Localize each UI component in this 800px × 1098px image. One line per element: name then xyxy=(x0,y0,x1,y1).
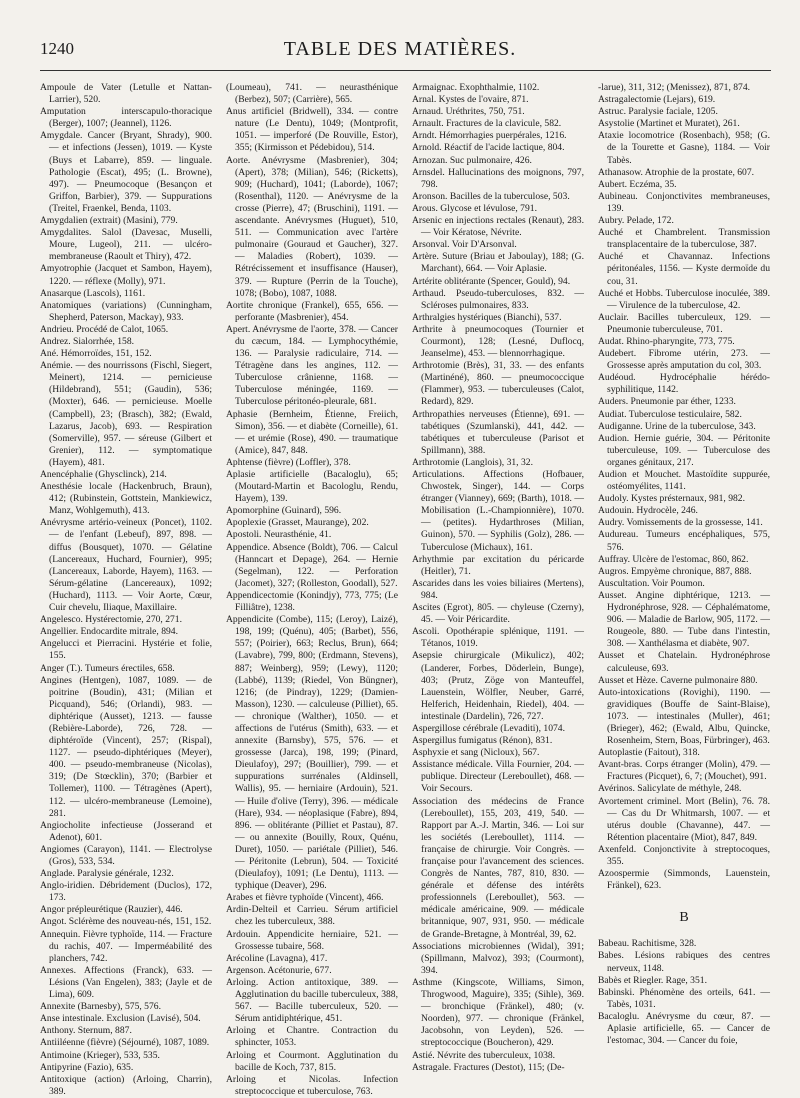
index-entry: Aplasie artificielle (Bacaloglu), 65; (Moutard-Martin et Bacologlu, Rendu, Hayem), 139. xyxy=(226,469,398,505)
index-entry: Audry. Vomissements de la grossesse, 141. xyxy=(598,517,763,529)
index-entry: Auto-intoxications (Rovighi), 1190. — gravidiques (Bouffe de Saint-Blaise), 1073. — intestinales (Muller), 461; (Brieger), 462; (Ewald, Albu, Quincke, Rosenheim, Stern, Boas, Fürbringer), 463. xyxy=(598,686,770,747)
index-entry: Angiocholite infectieuse (Josserand et Adenot), 601. xyxy=(40,819,212,843)
index-entry: Auscultation. Voir Poumon. xyxy=(598,577,705,589)
index-entry: Ausset. Angine diphtérique, 1213. — Hydronéphrose, 928. — Céphalématome, 906. — Maladie de Barlow, 905, 1172. — Rougeole, 880. — Tube dans l'intestin, 308. — Xanthélasma et diabète, 907. xyxy=(598,589,770,650)
index-entry: Antipyrine (Fazio), 635. xyxy=(40,1061,134,1073)
index-entry: Anglo-iridien. Débridement (Duclos), 172, 173. xyxy=(40,880,212,904)
index-entry: Auders. Pneumonie par éther, 1233. xyxy=(598,396,736,408)
index-entry: Arnal. Kystes de l'ovaire, 871. xyxy=(412,94,529,106)
index-entry: Antiiléenne (fièvre) (Séjourné), 1087, 1089. xyxy=(40,1037,210,1049)
index-entry: Artère. Suture (Briau et Jaboulay), 188; (G. Marchant), 664. — Voir Aplasie. xyxy=(412,251,584,275)
index-entry: Ascarides dans les voies biliaires (Mertens), 984. xyxy=(412,577,584,601)
index-entry: Articulations. Affections (Hofbauer, Chwostek, Singer), 144. — Corps étranger (Vianney), 669; (Barth), 1018. — Mobilisation (L.-Championnière), 1070. — (petites). Hydarthroses (Milian, Guinon), 570. — Syphilis (Golz), 286. — Tuberculose (Michaux), 161. xyxy=(412,469,584,553)
index-entry: Babès et Riegler. Rage, 351. xyxy=(598,974,707,986)
index-entry: Ausset et Chatelain. Hydronéphrose calculeuse, 693. xyxy=(598,650,770,674)
index-entry: Aphasie (Bernheim, Étienne, Freiich, Simon), 356. — et diabète (Corneille), 61. — et urémie (Rose), 490. — traumatique (Amice), 847, 848. xyxy=(226,408,398,456)
index-entry: Aspergillose cérébrale (Levaditi), 1074. xyxy=(412,722,565,734)
index-entry: Babeau. Rachitisme, 328. xyxy=(598,938,697,950)
index-entry: Ascites (Egrot), 805. — chyleuse (Czerny), 45. — Voir Péricardite. xyxy=(412,602,584,626)
index-entry: Aronson. Bacilles de la tuberculose, 503. xyxy=(412,190,570,202)
index-entry: Ardin-Delteil et Carrieu. Sérum artificiel chez les tuberculeux, 388. xyxy=(226,904,398,928)
index-entry: Anesthésie locale (Hackenbruch, Braun), 412; (Rubinstein, Gottstein, Mankiewicz, Manz, Wohlgemuth), 413. xyxy=(40,481,212,517)
index-column-3 xyxy=(412,82,584,1074)
index-entry: Avérinos. Salicylate de méthyle, 248. xyxy=(598,783,742,795)
index-entry: Assistance médicale. Villa Fournier, 204. — publique. Directeur (Lereboullet), 468. — Voir Secours. xyxy=(412,759,584,795)
index-entry: Association des médecins de France (Lereboullet), 155, 203, 419, 540. — Rapport par A.-J. Martin, 346. — Loi sur les sociétés (Lereboullet), 1114. — française de chirurgie. Voir Congrès. — française pour l'avancement des sciences. Congrès de Nantes, 787, 810, 830. — générale et défense des intérêts professionnels (Lereboullet), 563. — médicale américaine, 909. — médicale britannique, 907, 931, 950. — médicale de Grande-Bretagne, à Montréal, 39, 62. xyxy=(412,795,584,940)
index-entry: Angelesco. Hystérectomie, 270, 271. xyxy=(40,614,183,626)
index-entry: Apert. Anévrysme de l'aorte, 378. — Cancer du cæcum, 184. — Lymphocythémie, 136. — Paralysie radiculaire, 714. — Tétragène dans les angines, 112. — Tuberculose crânienne, 1168. — Tuberculose méningée, 1169. — Tuberculose péritonéo-pleurale, 681. xyxy=(226,323,398,408)
index-entry: Astié. Névrite des tuberculeux, 1038. xyxy=(412,1049,556,1061)
index-entry: Apomorphine (Guinard), 596. xyxy=(226,505,342,517)
index-entry: Audiat. Tuberculose testiculaire, 582. xyxy=(598,408,742,420)
index-entry: Annexes. Affections (Franck), 633. — Lésions (Van Engelen), 383; (Jayle et de Lima), 609. xyxy=(40,964,212,1001)
index-entry: Anglade. Paralysie générale, 1232. xyxy=(40,868,174,880)
index-entry: Aspergillus fumigatus (Rénon), 831. xyxy=(412,735,553,747)
index-column-1 xyxy=(40,82,212,1098)
index-entry: Auché et Chavannaz. Infections péritonéales, 1156. — Kyste dermoïde du cou, 31. xyxy=(598,251,770,287)
index-entry: Arthralgies hystériques (Bianchi), 537. xyxy=(412,311,562,323)
index-entry: Appendicectomie (Konindjy), 773, 775; (Le Filliâtre), 1238. xyxy=(226,589,398,614)
index-entry: Ardouin. Appendicite herniaire, 521. — Grossesse tubaire, 568. xyxy=(226,928,398,952)
index-entry: Armaignac. Exophthalmie, 1102. xyxy=(412,82,540,93)
index-entry: (Loumeau), 741. — neurasthénique (Berbez), 507; (Carrière), 565. xyxy=(226,82,398,106)
index-entry: Anger (T.). Tumeurs érectiles, 658. xyxy=(40,662,175,674)
index-entry: Arsenic en injections rectales (Renaut), 283. — Voir Kératose, Névrite. xyxy=(412,215,584,239)
index-entry: Appendicite (Combe), 115; (Leroy), Laizé), 198, 199; (Quénu), 405; (Barbet), 556, 557; (Poirier), 663; Reclus, Brun), 664; (Lavabre), 799, 800; (Erdmann, Stevens), 887; Weinberg), 959; (Lewy), 1120; (Labbé), 1139; (Riedel, Von Büngner), 1216; (de Pindray), 1229; (Damien-Masson), 1230. — calculeuse (Pilliet), 65. — chronique (Walther), 1050. — et affections de l'utérus (Smith), 633. — et annexite (Barnsby), 575, 576. — et grossesse (Jarca), 198, 199; (Pinard, Dieulafoy), 297; (Bouillier), 799. — et suppurations surrénales (Aldinsell, Wallis), 95. — herniaire (Ardouin), 521. — Huile d'olive (Terry), 396. — médicale (Hare), 934. — néoplasique (Fabre), 894, 896. — oblitérante (Pilliet et Pastau), 87. — ou annexite (Bouilly, Roux, Quénu, Duret), 1050. — pariétale (Pilliet), 546. — Péritonite (Lebrun), 504. — Toxicité (Dieulafoy), 1091; (Le Dentu), 1113. — typhique (Deaver), 296. xyxy=(226,614,398,892)
index-entry: Amygdalien (extrait) (Masini), 779. xyxy=(40,215,178,227)
index-entry: Athanasow. Atrophie de la prostate, 607. xyxy=(598,166,755,178)
index-entry: Arloing et Courmont. Agglutination du bacille de Koch, 737, 815. xyxy=(226,1049,398,1073)
column-4-entries xyxy=(598,82,770,892)
index-entry: Arndt. Hémorrhagies puerpérales, 1216. xyxy=(412,130,567,142)
index-column-4 xyxy=(598,82,770,1047)
index-entry: Angelucci et Pierracini. Hystérie et folie, 155. xyxy=(40,638,212,662)
index-entry: Antitoxique (action) (Arloing, Charrin), 389. xyxy=(40,1073,212,1097)
index-entry: -larue), 311, 312; (Menissez), 871, 874. xyxy=(598,82,751,93)
index-entry: Axenfeld. Conjonctivite à streptocoques, 355. xyxy=(598,843,770,867)
index-entry: Arthrotomie (Brès), 31, 33. — des enfants (Martinéné), 860. — pneumococcique (Flammer), 953. — tuberculeuses (Calot, Redard), 829. xyxy=(412,360,584,408)
index-entry: Auclair. Bacilles tuberculeux, 129. — Pneumonie tuberculeuse, 701. xyxy=(598,311,770,335)
index-entry: Apoplexie (Grasset, Maurange), 202. xyxy=(226,517,369,529)
index-entry: Arous. Glycose et lévulose, 791. xyxy=(412,202,537,214)
index-entry: Ampoule de Vater (Letulle et Nattan-Larrier), 520. xyxy=(40,82,212,106)
index-entry: Amygdalites. Salol (Daveзac, Muselli, Moure, Lugeol), 211. — ulcéro-membraneuse (Raoult et Thiry), 472. xyxy=(40,227,212,263)
index-entry: Arécoline (Lavagna), 417. xyxy=(226,952,328,964)
index-entry: Angot. Sclérème des nouveau-nés, 151, 152. xyxy=(40,916,212,928)
index-entry: Arthrotomie (Langlois), 31, 32. xyxy=(412,456,533,468)
index-entry: Azoospermie (Simmonds, Lauenstein, Fränkel), 623. xyxy=(598,868,770,892)
section-b-entries xyxy=(598,938,770,1047)
index-entry: Aubry. Pelade, 172. xyxy=(598,215,674,227)
page-number: 1240 xyxy=(40,39,74,58)
index-entry: Ausset et Hèze. Caverne pulmonaire 880. xyxy=(598,674,758,686)
index-entry: Antimoine (Krieger), 533, 535. xyxy=(40,1049,160,1061)
index-entry: Arnaud. Uréthrites, 750, 751. xyxy=(412,106,525,118)
index-entry: Angines (Hentgen), 1087, 1089. — de poitrine (Boudin), 431; (Milian et Picquand), 546; (Orlandi), 983. — diphtérique (Ausset), 1213. — fausse (Rebière-Laborde), 726, 728. — diphtéroïde (Vincent), 257; (Rispal), 1127. — pseudo-diphtériques (Meyer), 400. — pseudo-membraneuse (Nicolas), 319; (De Stœcklin), 370; (Barbier et Tollemer), 1100. — Tétragènes (Apert), 112. — ulcéro-membraneuse (Lemoine), 281. xyxy=(40,674,212,819)
index-entry: Audat. Rhino-pharyngite, 773, 775. xyxy=(598,335,735,347)
index-entry: Arthaud. Pseudo-tuberculoses, 832. — Scléroses pulmonaires, 833. xyxy=(412,287,584,311)
index-entry: Arabes et fièvre typhoïde (Vincent), 466. xyxy=(226,892,384,904)
index-entry: Anencéphalie (Ghysclinck), 214. xyxy=(40,469,167,480)
index-entry: Audouin. Hydrocèle, 246. xyxy=(598,505,698,517)
index-entry: Anthony. Sternum, 887. xyxy=(40,1025,132,1037)
index-entry: Asepsie chirurgicale (Mikulicz), 402; (Landerer, Forbes, Döderlein, Bunge), 403; (Prutz, Zöge von Manteuffel, Lauenstein, Wölfler, Neuber, Garré, Helferich, Heidenhain, Riedel), 404. — intestinale (Dardelin), 726, 727. xyxy=(412,650,584,722)
index-column-2 xyxy=(226,82,398,1098)
index-entry: Anasarque (Lascols), 1161. xyxy=(40,287,146,299)
index-entry: Annexite (Barnesby), 575, 576. xyxy=(40,1001,161,1013)
index-entry: Arloing et Nicolas. Infection streptococcique et tuberculose, 763. xyxy=(226,1073,398,1097)
index-entry: Arnozan. Suc pulmonaire, 426. xyxy=(412,154,532,166)
index-entry: Appendice. Absence (Boldt), 706. — Calcul (Hanncart et Depage), 264. — Hernie (Segelman), 122. — Perforation (Jacomet), 327; (Rolleston, Goodall), 527. xyxy=(226,541,398,589)
index-entry: Amygdale. Cancer (Bryant, Shrady), 900. — et infections (Jessen), 1019. — Kyste (Buys et Labarre), 859. — linguale. Pathologie (Escat), 495; (L. Browne), 497). — Pneumocoque (Besançon et Griffon, Barbier), 379. — Suppurations (Treitel, Fraenkel, Benda, 1103. xyxy=(40,130,212,214)
index-entry: Audion et Mouchet. Mastoïdite suppurée, ostéomyélites, 1141. xyxy=(598,469,770,493)
index-entry: Arhythmie par excitation du péricarde (Heitler), 71. xyxy=(412,553,584,577)
index-entry: Autoplastie (Faitout), 318. xyxy=(598,747,700,759)
header-rule xyxy=(40,70,771,71)
index-entry: Artérite oblitérante (Spencer, Gould), 94. xyxy=(412,275,571,287)
index-entry: Andrez. Sialorrhée, 158. xyxy=(40,335,135,347)
index-entry: Arsonval. Voir D'Arsonval. xyxy=(412,239,517,251)
index-entry: Amputation interscapulo-thoracique (Berger), 1007; (Jeannel), 1126. xyxy=(40,106,212,130)
index-entry: Arthropathies nerveuses (Étienne), 691. — tabétiques (Szumlanski), 441, 442. — tabétiques et tuberculeuse (Parisot et Spillmann), 388. xyxy=(412,408,584,456)
index-entry: Apostoli. Neurasthénie, 41. xyxy=(226,529,332,541)
index-entry: Astruc. Paralysie faciale, 1205. xyxy=(598,106,718,118)
index-entry: Ané. Hémorroïdes, 151, 152. xyxy=(40,348,152,360)
index-entry: Associations microbiennes (Widal), 391; (Spillmann, Malvoz), 393; (Courmont), 394. xyxy=(412,940,584,976)
index-entry: Asphyxie et sang (Nicloux), 567. xyxy=(412,747,540,759)
index-entry: Anatomiques (variations) (Cunningham, Shepherd, Paterson, Mackay), 933. xyxy=(40,299,212,323)
index-entry: Augros. Empyème chronique, 887, 888. xyxy=(598,565,752,577)
index-entry: Angellier. Endocardite mitrale, 894. xyxy=(40,626,178,638)
index-entry: Arnault. Fractures de la clavicule, 582. xyxy=(412,118,562,130)
index-entry: Audéoud. Hydrocéphalie hérédo-syphilitique, 1142. xyxy=(598,372,770,396)
index-entry: Astragale. Fractures (Destot), 115; (De- xyxy=(412,1061,565,1073)
index-entry: Anémie. — des nourrissons (Fischl, Siegert, Meinert), 1214. — pernicieuse (Hildebrand), 551; (Gaudin), 536; (Moxter), 646. — pernicieuse. Moelle (Campbell), 23; (Brasch), 382; (Ewald, Lazarus, Jacob), 693. — Respiration (Somerville), 957. — séreuse (Gilbert et Grenier), 112. — symptomatique (Hayem), 481. xyxy=(40,360,212,468)
index-entry: Ascoli. Opothérapie splénique, 1191. — Tétanos, 1019. xyxy=(412,626,584,650)
index-entry: Amyotrophie (Jacquet et Sambon, Hayem), 1220. — réflexe (Molly), 971. xyxy=(40,263,212,287)
index-entry: Bacaloglu. Anévrysme du cœur, 87. — Aplasie artificielle, 65. — Cancer de l'estomac, 304. — Cancer du foie, xyxy=(598,1010,770,1047)
index-entry: Babes. Lésions rabiques des centres nerveux, 1148. xyxy=(598,950,770,974)
index-entry: Anus artificiel (Bridwell), 334. — contre nature (Le Dentu), 1049; (Montprofit, 1051. — imperforé (De Rouville, Estor), 355; (Kirmisson et Pédebidou), 514. xyxy=(226,106,398,154)
index-entry: Angor prépleurétique (Rauzier), 446. xyxy=(40,904,183,916)
index-entry: Arnold. Réactif de l'acide lactique, 804. xyxy=(412,142,565,154)
index-entry: Auché et Chambrelent. Transmission transplacentaire de la tuberculose, 387. xyxy=(598,227,770,251)
index-entry: Arnsdel. Hallucinations des moignons, 797, 798. xyxy=(412,166,584,190)
index-entry: Andrieu. Procédé de Calot, 1065. xyxy=(40,323,169,335)
index-entry: Ataxie locomotrice (Rosenbach), 958; (G. de la Tourette et Gasne), 1184. — Voir Tabès. xyxy=(598,130,770,166)
index-entry: Anévrysme artério-veineux (Poncet), 1102. — de l'enfant (Lebeuf), 897, 898. — diffus (Bousquet), 1070. — Gélatine (Lancereaux, Huchard, Fournier), 995; (Lancereaux, Laborde, Hayem), 1163. — Sérum-gélatine (Lancereaux), 1092; (Huchard), 1113. — Voir Aorte, Cœur, Cuir chevelu, Iliaque, Maxillaire. xyxy=(40,517,212,614)
index-entry: Arloing et Chantre. Contraction du sphincter, 1053. xyxy=(226,1025,398,1049)
index-entry: Argenson. Acétonurie, 677. xyxy=(226,964,332,976)
index-entry: Asthme (Kingscote, Williams, Simon, Throgwood, Maguire), 335; (Sihle), 369. — bronchique (Fränkel), 480; (v. Noorden), 977. — chronique (Fränkel, Jacobsohn, von Leyden), 526. — streptococcique (Boucheron), 429. xyxy=(412,976,584,1049)
page-title: TABLE DES MATIÈRES. xyxy=(283,38,517,60)
index-entry: Aorte. Anévrysme (Masbrenier), 304; (Apert), 378; (Milian), 546; (Ricketts), 909; (Huchard), 1041; (Laborde), 1067; (Rosenthal), 1120. — Anévrysme de la crosse (Pierre), 47; (Bruschini), 1191. — ascendante. Anévrysmes (Huguet), 510, 511. — Communication avec l'artère pulmonaire (Gouraud et Gaucher), 327. — Maladies (Robert), 1039. — Rétrécissement et insuffisance (Hauser), 379. — Rupture (Perrin de la Touche), 1078; (Bobo), 1087, 1088. xyxy=(226,154,398,299)
index-entry: Audoly. Kystes présternaux, 981, 982. xyxy=(598,493,745,505)
index-entry: Audion. Hernie guérie, 304. — Péritonite tuberculeuse, 109. — Tuberculose des organes génitaux, 217. xyxy=(598,432,770,468)
index-entry: Babinski. Phénomène des orteils, 641. — Tabès, 1031. xyxy=(598,986,770,1010)
index-entry: Avortement criminel. Mort (Belin), 76. 78. — Cas du Dr Whitmarsh, 1007. — et utérus double (Chavanne), 447. — Rétention placentaire (Miot), 847, 849. xyxy=(598,795,770,843)
index-entry: Aubineau. Conjonctivites membraneuses, 139. xyxy=(598,190,770,214)
index-entry: Arthrite à pneumocoques (Tournier et Courmont), 128; (Lesné, Duflocq, Jeanselme), 453. — blennorrhagique. xyxy=(412,323,584,360)
index-entry: Asystolie (Martinet et Muratet), 261. xyxy=(598,118,740,130)
index-entry: Anse intestinale. Exclusion (Lavisé), 504. xyxy=(40,1013,201,1025)
index-entry: Audiganne. Urine de la tuberculose, 343. xyxy=(598,420,756,432)
index-entry: Annequin. Fièvre typhoïde, 114. — Fracture du rachis, 407. — Imperméabilité des planchers, 742. xyxy=(40,928,212,964)
index-entry: Aphtense (fièvre) (Loffler), 378. xyxy=(226,456,351,468)
index-entry: Avant-bras. Corps étranger (Molin), 479. — Fractures (Picquet), 6, 7; (Mouchet), 991. xyxy=(598,759,770,783)
index-entry: Angiomes (Carayon), 1141. — Electrolyse (Gros), 533, 534. xyxy=(40,843,212,867)
index-entry: Auché et Hobbs. Tuberculose inoculée, 389. — Virulence de la tuberculose, 42. xyxy=(598,287,770,311)
index-entry: Audureau. Tumeurs encéphaliques, 575, 576. xyxy=(598,529,770,553)
index-entry: Audebert. Fibrome utérin, 273. — Grossesse après amputation du col, 303. xyxy=(598,348,770,372)
index-entry: Astragalectomie (Lejars), 619. xyxy=(598,94,716,106)
index-entry: Aortite chronique (Frankel), 655, 656. — perforante (Masbrenier), 454. xyxy=(226,299,398,323)
index-entry: Aubert. Eczéma, 35. xyxy=(598,178,677,190)
section-heading-b: B xyxy=(679,910,689,926)
index-entry: Arloing. Action antitoxique, 389. — Agglutination du bacille tuberculeux, 388, 567. — Bacille tuberculeux, 520. — Sérum antidiphtérique, 451. xyxy=(226,976,398,1025)
index-entry: Auffray. Ulcère de l'estomac, 860, 862. xyxy=(598,553,749,565)
